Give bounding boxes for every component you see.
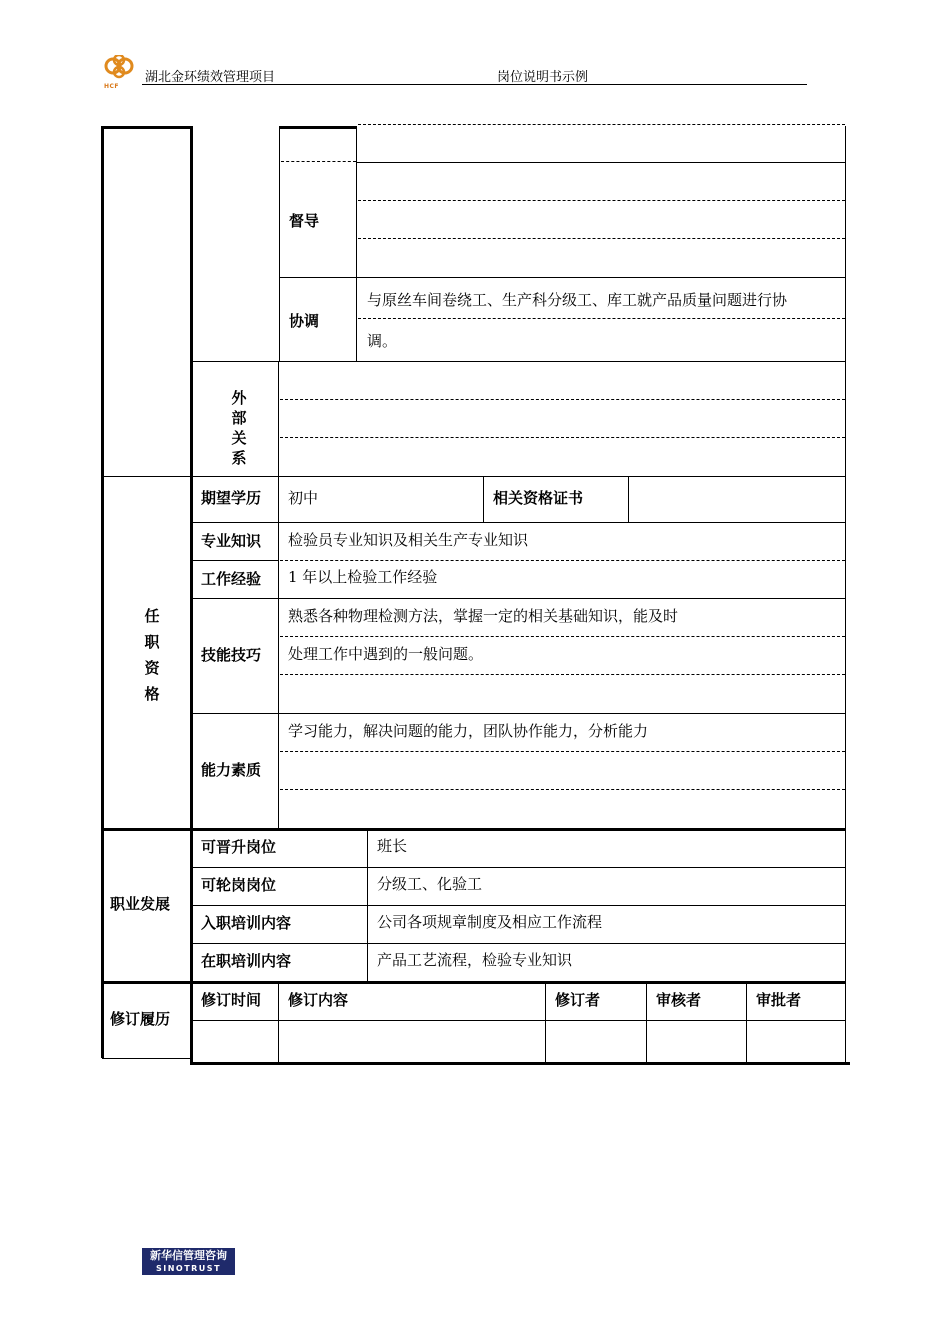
education-value: 初中 [288, 489, 319, 507]
onjob-training-value: 产品工艺流程，检验专业知识 [377, 951, 573, 969]
footer-logo-cn: 新华信管理咨询 [150, 1249, 227, 1262]
education-label: 期望学历 [201, 489, 262, 507]
revision-section-label: 修订履历 [110, 1010, 171, 1028]
coordinate-text-line1: 与原丝车间卷绕工、生产科分级工、库工就产品质量问题进行协 [367, 291, 788, 309]
revision-col-reviewer: 审核者 [656, 991, 702, 1009]
career-section-label: 职业发展 [110, 895, 171, 913]
experience-value: 1 年以上检验工作经验 [288, 568, 438, 586]
header-rule [142, 84, 807, 85]
knowledge-label: 专业知识 [201, 532, 262, 550]
promotion-label: 可晋升岗位 [201, 838, 277, 856]
knowledge-value: 检验员专业知识及相关生产专业知识 [288, 531, 529, 549]
revision-col-time: 修订时间 [201, 991, 262, 1009]
experience-label: 工作经验 [201, 570, 262, 588]
revision-col-approver: 审批者 [756, 991, 802, 1009]
external-relations-label: 外部关系 [231, 389, 247, 467]
revision-col-content: 修订内容 [288, 991, 349, 1009]
revision-col-reviser: 修订者 [555, 991, 601, 1009]
skills-text-line1: 熟悉各种物理检测方法，掌握一定的相关基础知识，能及时 [288, 607, 679, 625]
supervise-label: 督导 [289, 212, 320, 230]
skills-label: 技能技巧 [201, 646, 262, 664]
sinotrust-logo [142, 1248, 235, 1275]
certificate-label: 相关资格证书 [493, 489, 584, 507]
coordinate-label: 协调 [289, 312, 320, 330]
logo-text: HCF [104, 83, 120, 90]
header-project-name: 湖北金环绩效管理项目 [145, 70, 276, 85]
qualifications-section-label: 任职资格 [144, 607, 160, 703]
induction-training-value: 公司各项规章制度及相应工作流程 [377, 913, 603, 931]
onjob-training-label: 在职培训内容 [201, 952, 292, 970]
rotation-value: 分级工、化验工 [377, 875, 483, 893]
coordinate-text-line2: 调。 [367, 332, 398, 350]
rotation-label: 可轮岗岗位 [201, 876, 277, 894]
ability-value: 学习能力，解决问题的能力，团队协作能力，分析能力 [288, 722, 649, 740]
footer-logo-en: SINOTRUST [155, 1264, 222, 1273]
promotion-value: 班长 [377, 837, 408, 855]
induction-training-label: 入职培训内容 [201, 914, 292, 932]
ability-label: 能力素质 [201, 761, 262, 779]
header-doc-title: 岗位说明书示例 [497, 70, 589, 85]
skills-text-line2: 处理工作中遇到的一般问题。 [288, 645, 484, 663]
